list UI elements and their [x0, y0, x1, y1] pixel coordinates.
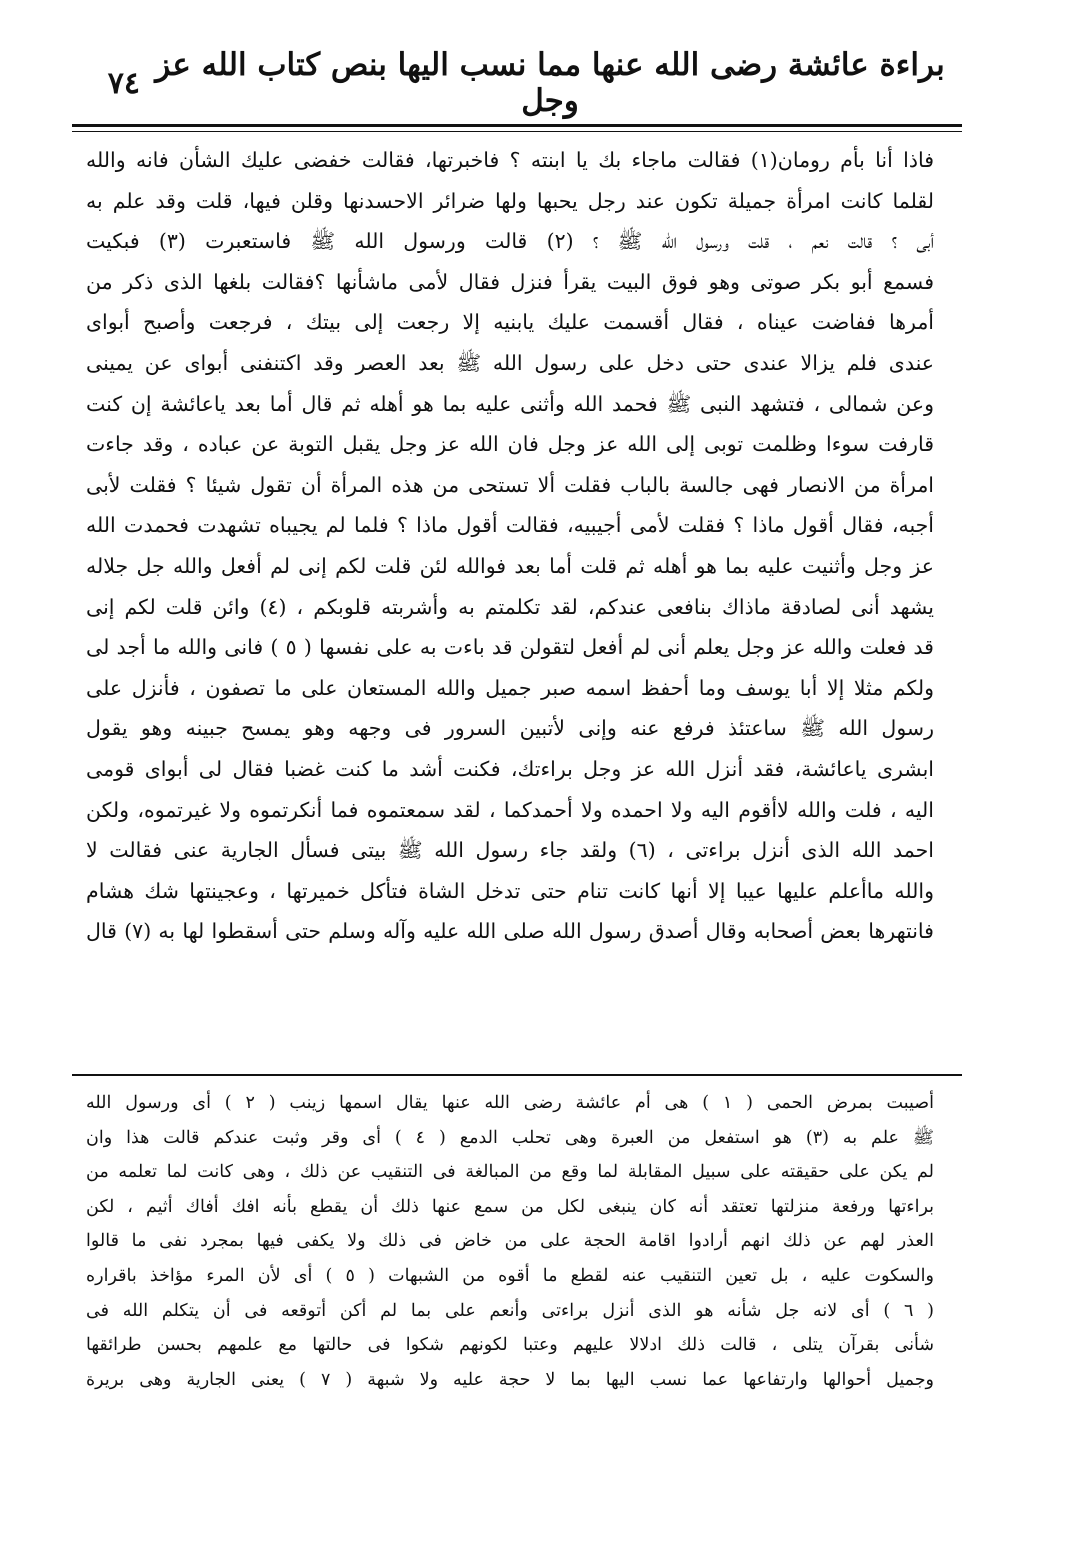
footnote-line: براءتها ورفعة منزلتها تعتقد أنه كان ينبغى لكل من سمع عنها ذلك أن يقطع بأنه افك أفاك أثيم ، لكن — [86, 1196, 934, 1217]
footnote-line: العذر لهم عن ذلك انهم أرادوا اقامة الحجة على من خاض فى ذلك ولا يكفى فيها بمجرد نفى ما قالوا — [86, 1231, 934, 1252]
text-line: امرأة من الانصار فهى جالسة بالباب فقلت ألا تستحى من هذه المرأة أن تقول شيئا ؟ فقلت لأبى — [86, 472, 934, 497]
text-line: رسول الله ﷺ ساعتئذ فرفع عنه وإنى لأتبين السرور فى وجهه وهو يمسح جبينه وهو يقول — [86, 716, 934, 741]
footnote-line: أصيبت بمرض الحمى ( ١ ) هى أم عائشة رضى الله عنها يقال اسمها زينب ( ٢ ) أى ورسول الله — [86, 1093, 934, 1113]
text-line: قارفت سوءا وظلمت توبى إلى الله عز وجل فان الله عز وجل يقبل التوبة عن عباده ، وقد جاءت — [86, 432, 934, 457]
text-line: ابشرى ياعائشة، فقد أنزل الله عز وجل براءتك، فكنت أشد ما كنت غضبا فقال لى أبواى قومى — [86, 756, 934, 781]
text-line: لقلما كانت امرأة جميلة تكون عند رجل يحبها ولها ضرائر الاحسدنها وقلن فيها، قلت وقد علم به — [86, 188, 934, 213]
footnote-line: لم يكن على حقيقته على سبيل المقابلة لما وقع من المبالغة فى التنقيب عن ذلك ، وهى كانت لما تعلمه من — [86, 1162, 934, 1183]
footnotes — [86, 1086, 934, 1397]
footnote-line: والسكوت عليه ، بل تعين التنقيب عنه لقطع ما أقوه من الشبهات ( ٥ ) أى لأن المرء مؤاخذ باقراره — [86, 1265, 934, 1286]
page-number: ٧٤ — [107, 65, 140, 101]
footnote-line: شأنى بقرآن يتلى ، قالت ذلك ادلالا عليهم وعتبا لكونهم شكوا فى حالتها مع علمهم بحسن طرائقها — [86, 1335, 934, 1356]
text-line: فاذا أنا بأم رومان(١) فقالت ماجاء بك يا ابنته ؟ فاخبرتها، فقالت خفضى عليك الشأن فانه والله — [86, 148, 934, 172]
footnote-line: وجميل أحوالها وارتفاعها عما نسب اليها بما لا حجة عليه ولا شبهة ( ٧ ) يعنى الجارية وهى بريرة — [86, 1369, 934, 1390]
main-text — [86, 140, 934, 952]
header-rule — [72, 124, 962, 127]
page-header — [80, 47, 960, 119]
text-line: وعن شمالى ، فتشهد النبى ﷺ فحمد الله وأثنى عليه بما هو أهله ثم قال أما بعد ياعائشة إن كنت — [86, 391, 934, 416]
header-rule-thin — [72, 131, 962, 132]
text-line: أجبه، فقال أقول ماذا ؟ فقلت لأمى أجيبيه، فقالت أقول ماذا ؟ فلما لم يجيباه تشهدت فحمدت الله — [86, 513, 934, 538]
footnote-separator — [72, 1074, 962, 1076]
text-line: عندى فلم يزالا عندى حتى دخل على رسول الله ﷺ بعد العصر وقد اكتنفنى أبواى عن يمينى — [86, 350, 934, 375]
text-line: فسمع أبو بكر صوتى وهو فوق البيت يقرأ فنزل فقال لأمى ماشأنها ؟فقالت بلغها الذى ذكر من — [86, 269, 934, 294]
footnote-line: ﷺ علم به (٣) هو استفعل من العبرة وهى تحلب الدمع ( ٤ ) أى وقر وثبت عندكم قالت هذا وان — [86, 1127, 934, 1148]
text-line: فانتهرها بعض أصحابه وقال أصدق رسول الله صلى الله عليه وآله وسلم حتى أسقطوا لها به (٧) قال — [86, 919, 934, 944]
text-line: أمرها ففاضت عيناه ، فقال أقسمت عليك يابنيه إلا رجعت إلى بيتك ، فرجعت وأصبح أبواى — [86, 310, 934, 335]
text-line: قد فعلت والله عز وجل يعلم أنى لم أفعل لتقولن قد باءت به على نفسها ( ٥ ) فانى والله ما أجد لى — [86, 635, 934, 660]
running-title: براءة عائشة رضى الله عنها مما نسب اليها بنص كتاب الله عز وجل — [155, 47, 945, 119]
text-line: اليه ، فلت والله لاأقوم اليه ولا احمده ولا أحمدكما ، لقد سمعتموه فما أنكرتموه ولا غيرتموه، ولكن — [86, 797, 934, 822]
text-line: عز وجل وأثنيت عليه بما هو أهله ثم قلت أما بعد فوالله لئن قلت لكم إنى لم أفعل والله جل جلاله — [86, 553, 934, 578]
text-line: أبى ؟ قالت نعم ، قلت ورسول الله ﷺ ؟ (٢) قالت ورسول الله ﷺ فاستعبرت (٣) فبكيت — [86, 229, 934, 254]
text-line: ولكم مثلا إلا أبا يوسف وما أحفظ اسمه صبر جميل والله المستعان على ما تصفون ، فأنزل على — [86, 675, 934, 700]
text-line: يشهد أنى لصادقة ماذاك بنافعى عندكم، لقد تكلمتم به وأشربته قلوبكم ، (٤) وائن قلت لكم إنى — [86, 594, 934, 619]
text-line: احمد الله الذى أنزل براءتى ، (٦) ولقد جاء رسول الله ﷺ بيتى فسأل الجارية عنى فقالت لا — [86, 838, 934, 863]
footnote-line: ( ٦ ) أى لانه جل شأنه هو الذى أنزل براءتى وأنعم على بما لم أكن أتوقعه فى أن يتكلم الله فى — [86, 1300, 934, 1321]
text-line: والله ماأعلم عليها عيبا إلا أنها كانت تنام حتى تدخل الشاة فتأكل خميرتها ، وعجينتها شك هشام — [86, 878, 934, 903]
